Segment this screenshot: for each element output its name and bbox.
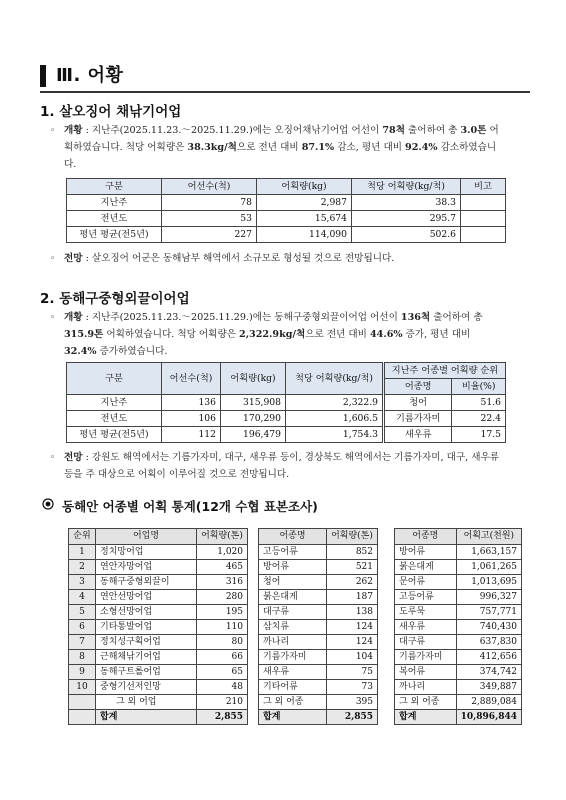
table-cell: 280	[197, 590, 248, 605]
s2-overview-text: 어획하였습니다. 척당 어획량은	[103, 329, 240, 340]
table-cell: 2,855	[327, 710, 378, 725]
table-cell: 66	[197, 650, 248, 665]
table-cell: 연안선망어업	[96, 590, 197, 605]
table-header: 순위	[69, 529, 96, 545]
table-header: 어선수(척)	[162, 363, 221, 395]
table-cell: 근해채낚기어업	[96, 650, 197, 665]
table-row	[259, 545, 378, 560]
table-cell: 124	[327, 620, 378, 635]
s1-overview-text: 감소하였습니다.	[64, 142, 497, 170]
table-cell: 소형선망어업	[96, 605, 197, 620]
table-cell: 동해구트롤어업	[96, 665, 197, 680]
s1-outlook-text: : 살오징어 어군은 동해남부 해역에서 소규모로 형성될 것으로 전망됩니다.	[82, 253, 395, 264]
table-cell: 5	[69, 605, 96, 620]
table-header: 어선수(척)	[162, 179, 257, 195]
table-cell: 청어	[259, 575, 327, 590]
table-row	[67, 211, 506, 227]
table-cell: 2,855	[197, 710, 248, 725]
table-cell: 1,013,695	[456, 575, 521, 590]
table-row	[259, 620, 378, 635]
table-cell: 1,606.5	[286, 411, 384, 427]
table-row	[259, 650, 378, 665]
table-cell: 136	[162, 395, 221, 411]
table-row	[259, 695, 378, 710]
table-cell: 복어류	[395, 665, 457, 680]
table-cell: 1,061,265	[456, 560, 521, 575]
s1-yoy: 87.1%	[301, 142, 335, 153]
table-cell: 757,771	[456, 605, 521, 620]
s1-outlook-bullet: ◦	[50, 254, 56, 264]
table-cell: 395	[327, 695, 378, 710]
table-cell: 1,663,157	[456, 545, 521, 560]
s2-per-ship: 2,322.9kg/척	[239, 329, 306, 340]
s1-overview-bullet: ◦	[50, 126, 56, 136]
table-cell: 지난주	[67, 395, 162, 411]
table-row	[259, 665, 378, 680]
table-header: 구분	[67, 179, 162, 195]
table-row	[67, 427, 506, 443]
table-cell: 2,987	[257, 195, 352, 211]
s2-outlook-text: : 강원도 해역에서는 기름가자미, 대구, 새우류 등이, 경상북도 해역에서는 기름가자미, 대구, 새우류 등을 주 대상으로 어획이 이루어질 것으로 전망됩니다.	[64, 452, 500, 480]
table-header: 구분	[67, 363, 162, 395]
s2-overview-text: 으로 전년 대비	[305, 329, 370, 340]
table-cell: 740,430	[456, 620, 521, 635]
table-row	[395, 695, 522, 710]
table-row	[395, 665, 522, 680]
table-row	[67, 395, 506, 411]
s2-table	[66, 362, 506, 443]
table-row	[395, 590, 522, 605]
s1-catch: 3.0톤	[460, 125, 487, 136]
s2-overview-text: 출어하여 총	[430, 312, 483, 323]
table-row	[395, 620, 522, 635]
s2-overview-text: 증가, 평년 대비	[402, 329, 471, 340]
table-header: 어종명	[395, 529, 457, 545]
table-cell: 51.6	[452, 395, 506, 411]
table-cell: 고등어류	[259, 545, 327, 560]
s2-overview	[64, 309, 504, 360]
s1-heading: 1. 살오징어 채낚기어업	[40, 104, 182, 120]
table-cell: 방어류	[259, 560, 327, 575]
table-row	[395, 575, 522, 590]
table-cell: 75	[327, 665, 378, 680]
table-row	[67, 195, 506, 211]
table-cell: 227	[162, 227, 257, 243]
s2-ships: 136척	[400, 312, 431, 323]
table-cell: 112	[162, 427, 221, 443]
table-header: 어종명	[384, 379, 452, 395]
table-row	[259, 710, 378, 725]
table-header-row	[395, 529, 522, 545]
s2-outlook-bullet: ◦	[50, 453, 56, 463]
table-header: 비율(%)	[452, 379, 506, 395]
table-header: 어획량(kg)	[221, 363, 286, 395]
table-header: 어업명	[96, 529, 197, 545]
stats-table-species-catch-body	[259, 545, 378, 725]
table-cell: 104	[327, 650, 378, 665]
stats-table-species-value	[394, 528, 522, 725]
table-cell	[461, 211, 506, 227]
stats-table-species-value-body	[395, 545, 522, 725]
table-cell: 374,742	[456, 665, 521, 680]
table-cell: 124	[327, 635, 378, 650]
table-cell: 187	[327, 590, 378, 605]
table-row	[395, 560, 522, 575]
table-cell: 106	[162, 411, 221, 427]
table-row	[395, 635, 522, 650]
table-cell: 기름가자미	[259, 650, 327, 665]
table-cell: 3	[69, 575, 96, 590]
table-cell: 196,479	[221, 427, 286, 443]
s2-outlook	[64, 449, 508, 483]
table-cell: 붉은대게	[259, 590, 327, 605]
table-cell: 521	[327, 560, 378, 575]
s1-ships: 78척	[382, 125, 405, 136]
table-cell: 대구류	[259, 605, 327, 620]
table-row	[69, 605, 248, 620]
table-row	[395, 680, 522, 695]
table-header-row	[259, 529, 378, 545]
section-rule	[40, 91, 530, 93]
table-cell: 새우류	[395, 620, 457, 635]
table-cell: 전년도	[67, 211, 162, 227]
table-row	[69, 545, 248, 560]
table-cell: 평년 평균(전5년)	[67, 227, 162, 243]
s1-outlook-label: 전망	[64, 253, 83, 264]
s1-outlook	[64, 250, 504, 267]
table-cell: 까나리	[395, 680, 457, 695]
table-cell: 까나리	[259, 635, 327, 650]
table-cell: 73	[327, 680, 378, 695]
table-cell: 9	[69, 665, 96, 680]
table-cell: 1,754.3	[286, 427, 384, 443]
table-row	[395, 650, 522, 665]
table-cell: 10	[69, 680, 96, 695]
table-cell: 붉은대게	[395, 560, 457, 575]
table-cell: 78	[162, 195, 257, 211]
table-cell: 10,896,844	[456, 710, 521, 725]
table-cell	[69, 695, 96, 710]
table-header: 어획량(톤)	[197, 529, 248, 545]
s1-overview-text: : 지난주(2025.11.23.～2025.11.29.)에는 오징어채낚기어업 어선이	[82, 125, 383, 136]
s2-outlook-label: 전망	[64, 452, 83, 463]
table-cell: 2,889,084	[456, 695, 521, 710]
table-row	[259, 680, 378, 695]
table-cell: 방어류	[395, 545, 457, 560]
table-cell: 도루묵	[395, 605, 457, 620]
s1-overview-text: 어획하였습니다. 척당 어획량은	[64, 125, 499, 153]
table-cell: 그 외 어종	[259, 695, 327, 710]
s2-heading: 2. 동해구중형외끌이어업	[40, 291, 190, 307]
table-cell: 7	[69, 635, 96, 650]
table-header: 어획량(톤)	[327, 529, 378, 545]
s1-overview	[64, 122, 504, 173]
stats-table-fishery-body	[69, 545, 248, 725]
table-cell: 210	[197, 695, 248, 710]
table-row	[69, 635, 248, 650]
table-row	[395, 545, 522, 560]
table-cell: 38.3	[352, 195, 461, 211]
table-cell: 정치성구획어업	[96, 635, 197, 650]
table-cell: 전년도	[67, 411, 162, 427]
table-cell	[69, 710, 96, 725]
table-cell: 2	[69, 560, 96, 575]
table-header: 지난주 어종별 어획량 순위	[384, 363, 506, 379]
table-cell	[461, 195, 506, 211]
s1-table	[66, 178, 506, 243]
table-header: 척당 어획량(kg/척)	[286, 363, 384, 395]
s1-overview-label: 개황	[64, 125, 83, 136]
table-cell: 80	[197, 635, 248, 650]
table-cell: 996,327	[456, 590, 521, 605]
table-cell: 502.6	[352, 227, 461, 243]
table-row	[259, 605, 378, 620]
table-row	[259, 590, 378, 605]
stats-table-fishery	[68, 528, 248, 725]
target-bullet-icon	[42, 498, 54, 510]
table-cell: 170,290	[221, 411, 286, 427]
table-cell: 110	[197, 620, 248, 635]
table-row	[395, 605, 522, 620]
stats-table-species-catch	[258, 528, 378, 725]
table-row	[67, 227, 506, 243]
table-cell: 정치망어업	[96, 545, 197, 560]
table-cell: 기타어류	[259, 680, 327, 695]
table-header-row	[69, 529, 248, 545]
table-cell: 청어	[384, 395, 452, 411]
table-cell: 295.7	[352, 211, 461, 227]
table-row	[69, 620, 248, 635]
table-cell: 지난주	[67, 195, 162, 211]
table-cell: 동해구중형외끌이	[96, 575, 197, 590]
table-cell: 852	[327, 545, 378, 560]
table-cell: 연안자망어업	[96, 560, 197, 575]
table-cell: 그 외 어종	[395, 695, 457, 710]
table-row	[69, 575, 248, 590]
table-cell: 48	[197, 680, 248, 695]
table-header: 어획량(kg)	[257, 179, 352, 195]
table-row	[69, 665, 248, 680]
table-row	[259, 635, 378, 650]
table-cell: 기름가자미	[395, 650, 457, 665]
s1-vs-avg: 92.4%	[405, 142, 438, 153]
s2-overview-label: 개황	[64, 312, 83, 323]
table-cell: 114,090	[257, 227, 352, 243]
table-cell: 195	[197, 605, 248, 620]
section-header	[40, 64, 530, 88]
table-cell: 1	[69, 545, 96, 560]
table-cell: 그 외 어업	[96, 695, 197, 710]
table-row	[259, 575, 378, 590]
table-cell: 평년 평균(전5년)	[67, 427, 162, 443]
s1-overview-text: 출어하여 총	[404, 125, 461, 136]
s2-overview-text: : 지난주(2025.11.23.～2025.11.29.)에는 동해구중형외끌이어업 어선이	[82, 312, 401, 323]
table-header: 비고	[461, 179, 506, 195]
table-header: 어종명	[259, 529, 327, 545]
table-cell: 262	[327, 575, 378, 590]
table-row	[69, 590, 248, 605]
table-cell: 문어류	[395, 575, 457, 590]
table-row	[69, 695, 248, 710]
s2-yoy: 44.6%	[370, 329, 403, 340]
table-row	[69, 650, 248, 665]
table-cell: 22.4	[452, 411, 506, 427]
table-cell: 삼치류	[259, 620, 327, 635]
table-cell: 새우류	[384, 427, 452, 443]
table-row	[69, 710, 248, 725]
table-cell: 138	[327, 605, 378, 620]
table-cell: 15,674	[257, 211, 352, 227]
table-cell: 17.5	[452, 427, 506, 443]
s1-overview-text: 감소, 평년 대비	[334, 142, 406, 153]
table-header-row	[67, 179, 506, 195]
table-cell: 2,322.9	[286, 395, 384, 411]
table-row	[395, 710, 522, 725]
table-row	[69, 680, 248, 695]
table-cell: 합계	[395, 710, 457, 725]
table-cell: 중형기선저인망	[96, 680, 197, 695]
table-cell: 637,830	[456, 635, 521, 650]
table-cell: 합계	[96, 710, 197, 725]
table-cell: 465	[197, 560, 248, 575]
table-cell: 53	[162, 211, 257, 227]
table-header-row	[67, 363, 506, 379]
table-cell: 4	[69, 590, 96, 605]
table-row	[69, 560, 248, 575]
table-cell: 기름가자미	[384, 411, 452, 427]
table-header: 척당 어획량(kg/척)	[352, 179, 461, 195]
table-cell	[461, 227, 506, 243]
table-cell: 새우류	[259, 665, 327, 680]
section-title: Ⅲ. 어황	[56, 65, 124, 86]
table-header: 어획고(천원)	[456, 529, 521, 545]
table-cell: 315,908	[221, 395, 286, 411]
stats-title: 동해안 어종별 어획 통계(12개 수협 표본조사)	[62, 499, 318, 514]
section-bar	[40, 65, 46, 87]
table-cell: 349,887	[456, 680, 521, 695]
s1-per-ship: 38.3kg/척	[187, 142, 237, 153]
table-row	[259, 560, 378, 575]
table-row	[67, 411, 506, 427]
table-cell: 합계	[259, 710, 327, 725]
table-cell: 기타통발어업	[96, 620, 197, 635]
s2-overview-bullet: ◦	[50, 313, 56, 323]
s1-overview-text: 으로 전년 대비	[236, 142, 302, 153]
table-cell: 6	[69, 620, 96, 635]
table-cell: 대구류	[395, 635, 457, 650]
table-cell: 고등어류	[395, 590, 457, 605]
s2-catch: 315.9톤	[64, 329, 104, 340]
table-cell: 316	[197, 575, 248, 590]
table-cell: 1,020	[197, 545, 248, 560]
table-cell: 412,656	[456, 650, 521, 665]
s2-overview-text: 증가하였습니다.	[96, 346, 168, 357]
s2-vs-avg: 32.4%	[64, 346, 97, 357]
table-cell: 65	[197, 665, 248, 680]
table-cell: 8	[69, 650, 96, 665]
